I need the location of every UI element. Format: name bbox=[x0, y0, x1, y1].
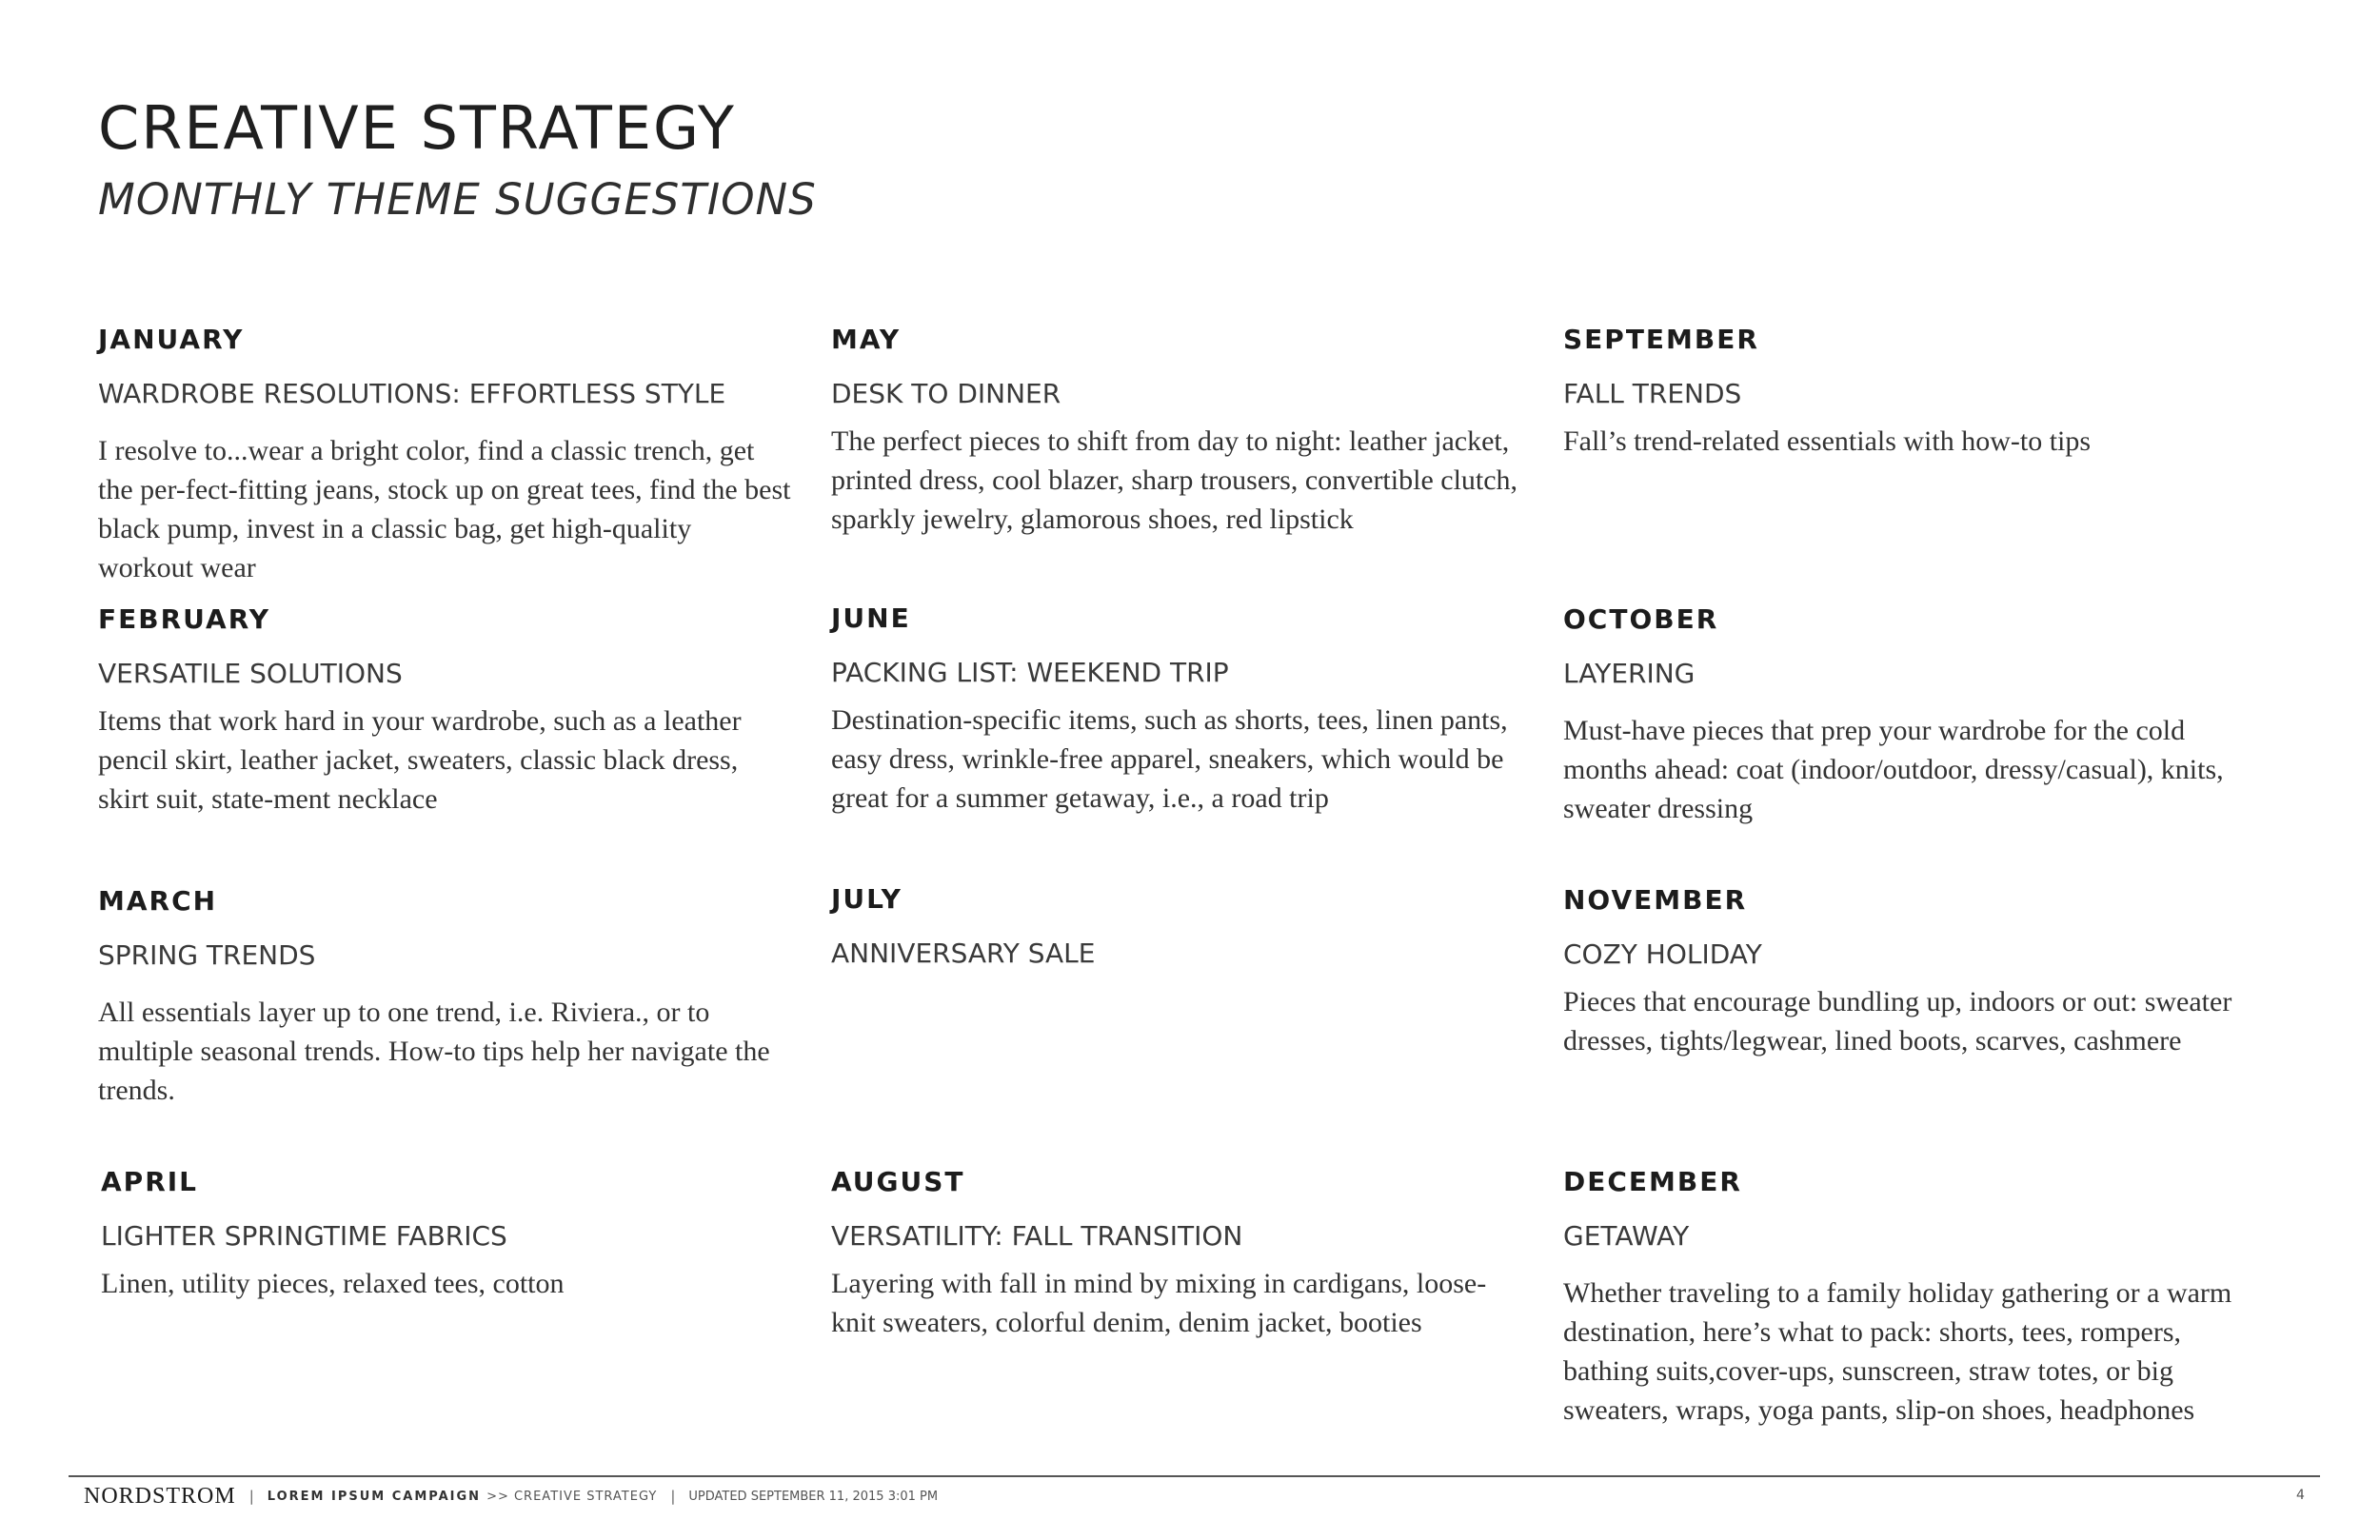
footer-separator: | bbox=[248, 1488, 254, 1505]
month-name: JUNE bbox=[831, 602, 911, 634]
month-description: Destination-specific items, such as shorts, tees, linen pants, easy dress, wrinkle-free apparel, sneakers, which would be great for a summer getaway, i.e., a road trip bbox=[831, 703, 1508, 814]
month-theme: VERSATILITY: FALL TRANSITION bbox=[831, 1220, 1243, 1252]
month-description: Linen, utility pieces, relaxed tees, cotton bbox=[101, 1267, 565, 1299]
month-name: OCTOBER bbox=[1563, 603, 1719, 635]
month-april bbox=[101, 1166, 796, 1303]
month-name: JANUARY bbox=[98, 324, 245, 355]
month-description: Must-have pieces that prep your wardrobe for the cold months ahead: coat (indoor/outdoor, dressy/casual), knits, sweater dressing bbox=[1563, 714, 2224, 824]
month-december bbox=[1563, 1166, 2258, 1430]
month-description: Layering with fall in mind by mixing in cardigans, loose-knit sweaters, colorful denim, denim jacket, booties bbox=[831, 1267, 1487, 1338]
month-description: Items that work hard in your wardrobe, such as a leather pencil skirt, leather jacket, sweaters, classic black dress, skirt suit, state-ment necklace bbox=[98, 704, 742, 815]
month-theme: WARDROBE RESOLUTIONS: EFFORTLESS STYLE bbox=[98, 378, 726, 409]
month-name: SEPTEMBER bbox=[1563, 324, 1759, 355]
month-theme: LIGHTER SPRINGTIME FABRICS bbox=[101, 1220, 507, 1252]
month-description: Fall’s trend-related essentials with how-to tips bbox=[1563, 424, 2092, 457]
month-june bbox=[831, 602, 1526, 818]
month-name: MARCH bbox=[98, 885, 218, 917]
month-description: The perfect pieces to shift from day to night: leather jacket, printed dress, cool blazer, sharp trousers, convertible clutch, sparkly jewelry, glamorous shoes, red lipstick bbox=[831, 424, 1518, 535]
month-theme: ANNIVERSARY SALE bbox=[831, 938, 1096, 969]
month-description: Whether traveling to a family holiday gathering or a warm destination, here’s what to pack: shorts, tees, rompers, bathing suits,cover-ups, sunscreen, straw totes, or big sweaters, wraps, yoga pants, slip-on shoes, headphones bbox=[1563, 1276, 2232, 1426]
footer-separator: | bbox=[670, 1488, 676, 1505]
month-january bbox=[98, 326, 793, 587]
month-november bbox=[1563, 884, 2258, 1060]
month-theme: FALL TRENDS bbox=[1563, 378, 1742, 409]
month-description: All essentials layer up to one trend, i.e. Riviera., or to multiple seasonal trends. How-to tips help her navigate the trends. bbox=[98, 996, 770, 1106]
brand-logo: NORDSTROM bbox=[84, 1483, 236, 1509]
month-october bbox=[1563, 603, 2258, 828]
month-theme: VERSATILE SOLUTIONS bbox=[98, 658, 403, 689]
month-name: AUGUST bbox=[831, 1166, 965, 1197]
footer bbox=[84, 1485, 938, 1508]
month-name: NOVEMBER bbox=[1563, 884, 1748, 916]
month-name: APRIL bbox=[101, 1166, 199, 1197]
month-march bbox=[98, 885, 793, 1110]
breadcrumb: >> CREATIVE STRATEGY bbox=[486, 1489, 658, 1504]
month-july bbox=[831, 883, 1526, 981]
month-theme: DESK TO DINNER bbox=[831, 378, 1061, 409]
month-february bbox=[98, 603, 793, 819]
month-theme: COZY HOLIDAY bbox=[1563, 938, 1762, 970]
page-number: 4 bbox=[2296, 1488, 2305, 1503]
month-may bbox=[831, 326, 1526, 539]
month-theme: PACKING LIST: WEEKEND TRIP bbox=[831, 657, 1229, 688]
month-august bbox=[831, 1166, 1526, 1342]
month-name: FEBRUARY bbox=[98, 603, 271, 635]
page-title: CREATIVE STRATEGY bbox=[98, 93, 736, 163]
month-description: I resolve to...wear a bright color, find a classic trench, get the per-fect-fitting jeans, stock up on great tees, find the best black pump, invest in a classic bag, get high-quality workout wear bbox=[98, 434, 791, 583]
month-theme: SPRING TRENDS bbox=[98, 939, 316, 971]
updated-timestamp: UPDATED SEPTEMBER 11, 2015 3:01 PM bbox=[688, 1489, 939, 1504]
month-theme: GETAWAY bbox=[1563, 1220, 1690, 1252]
month-september bbox=[1563, 326, 2258, 461]
month-name: DECEMBER bbox=[1563, 1166, 1742, 1197]
page-subtitle: MONTHLY THEME SUGGESTIONS bbox=[98, 174, 817, 225]
month-theme: LAYERING bbox=[1563, 658, 1696, 689]
month-name: MAY bbox=[831, 324, 902, 355]
footer-divider bbox=[69, 1475, 2320, 1477]
campaign-name: LOREM IPSUM CAMPAIGN bbox=[267, 1489, 482, 1504]
month-description: Pieces that encourage bundling up, indoors or out: sweater dresses, tights/legwear, lined boots, scarves, cashmere bbox=[1563, 985, 2232, 1056]
month-name: JULY bbox=[831, 883, 902, 915]
